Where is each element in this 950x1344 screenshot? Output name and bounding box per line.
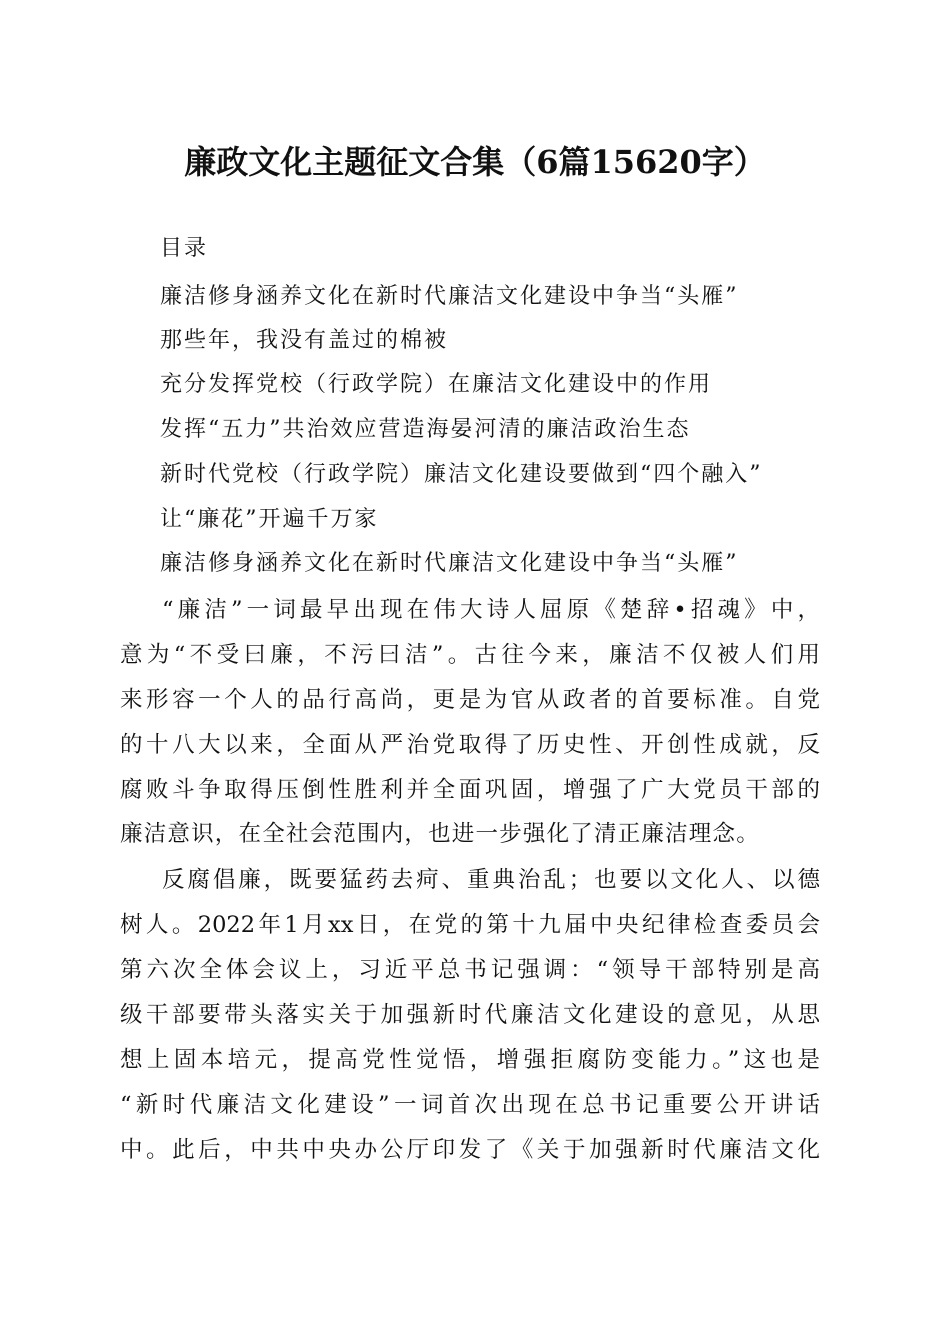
toc-item: 发挥“五力”共治效应营造海晏河清的廉洁政治生态	[160, 417, 691, 442]
paragraph-line: 想上固本培元，提高党性觉悟，增强拒腐防变能力。”这也是	[120, 1047, 820, 1073]
paragraph-line: 来形容一个人的品行高尚，更是为官从政者的首要标准。自党	[120, 687, 820, 713]
document-title: 廉政文化主题征文合集（6篇15620字）	[184, 143, 766, 181]
toc-item: 那些年，我没有盖过的棉被	[160, 328, 449, 353]
paragraph-line: 树人。2022年1月xx日，在党的第十九届中央纪律检查委员会	[120, 912, 820, 938]
toc-item: 让“廉花”开遍千万家	[160, 507, 379, 532]
toc-item: 廉洁修身涵养文化在新时代廉洁文化建设中争当“头雁”	[160, 284, 739, 309]
paragraph-line: 级干部要带头落实关于加强新时代廉洁文化建设的意见，从思	[120, 1002, 820, 1028]
toc-heading: 目录	[160, 236, 209, 261]
paragraph-line: 腐败斗争取得压倒性胜利并全面巩固，增强了广大党员干部的	[120, 777, 820, 803]
paragraph-line: “新时代廉洁文化建设”一词首次出现在总书记重要公开讲话	[120, 1092, 820, 1118]
paragraph-line: 反腐倡廉，既要猛药去疴、重典治乱；也要以文化人、以德	[162, 867, 820, 893]
paragraph-line: “廉洁”一词最早出现在伟大诗人屈原《楚辞•招魂》中，	[162, 597, 820, 623]
paragraph-line: 第六次全体会议上，习近平总书记强调：“领导干部特别是高	[120, 957, 820, 983]
paragraph-line: 意为“不受曰廉，不污曰洁”。古往今来，廉洁不仅被人们用	[120, 642, 820, 668]
toc-item: 充分发挥党校（行政学院）在廉洁文化建设中的作用	[160, 372, 713, 397]
paragraph-line: 的十八大以来，全面从严治党取得了历史性、开创性成就，反	[120, 732, 820, 758]
toc-item: 新时代党校（行政学院）廉洁文化建设要做到“四个融入”	[160, 462, 763, 487]
paragraph-line: 中。此后，中共中央办公厅印发了《关于加强新时代廉洁文化	[120, 1137, 820, 1163]
paragraph-line: 廉洁意识，在全社会范围内，也进一步强化了清正廉洁理念。	[120, 821, 760, 847]
article-title: 廉洁修身涵养文化在新时代廉洁文化建设中争当“头雁”	[160, 551, 739, 576]
